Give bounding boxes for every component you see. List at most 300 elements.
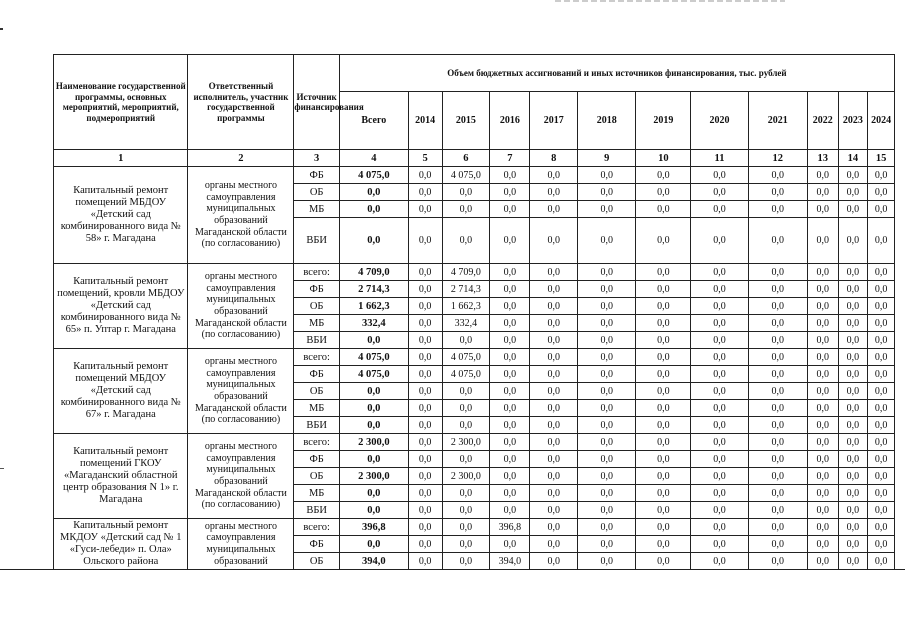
year-value: 2 300,0 [442,434,490,451]
table-body [54,167,895,570]
year-value: 0,0 [530,366,578,383]
year-value: 0,0 [530,349,578,366]
year-value: 0,0 [691,349,748,366]
year-value: 0,0 [636,502,691,519]
year-value: 0,0 [807,502,838,519]
year-value: 0,0 [530,400,578,417]
year-value: 0,0 [868,553,895,570]
year-value: 0,0 [636,332,691,349]
year-value: 0,0 [838,366,868,383]
year-value: 0,0 [530,281,578,298]
year-value: 0,0 [442,502,490,519]
year-value: 0,0 [490,485,530,502]
funding-source: МБ [294,485,340,502]
margin-tick [0,468,4,469]
year-value: 0,0 [868,366,895,383]
year-value: 0,0 [691,417,748,434]
year-value: 2 714,3 [442,281,490,298]
year-value: 0,0 [807,536,838,553]
table-row [54,167,895,184]
year-value: 0,0 [838,536,868,553]
year-value: 0,0 [442,485,490,502]
year-value: 0,0 [578,383,636,400]
year-value: 0,0 [838,502,868,519]
year-value: 0,0 [807,451,838,468]
year-value: 0,0 [807,332,838,349]
total-value: 4 075,0 [339,167,408,184]
year-value: 0,0 [578,485,636,502]
year-value: 0,0 [636,434,691,451]
year-value: 0,0 [807,184,838,201]
year-value: 0,0 [838,349,868,366]
funding-source: ВБИ [294,417,340,434]
column-number: 15 [868,150,895,167]
year-value: 0,0 [490,349,530,366]
year-value: 0,0 [408,434,442,451]
year-value: 0,0 [838,468,868,485]
year-value: 0,0 [578,553,636,570]
year-value: 0,0 [490,298,530,315]
year-value: 0,0 [442,417,490,434]
measure-name: Капитальный ремонт помещений МБДОУ «Детский сад комбинированного вида № 58» г. Магадана [54,167,188,264]
year-value: 0,0 [868,281,895,298]
total-value: 0,0 [339,417,408,434]
header-volume: Объем бюджетных ассигнований и иных источников финансирования, тыс. рублей [339,55,894,92]
year-value: 396,8 [490,519,530,536]
year-value: 0,0 [838,264,868,281]
year-value: 0,0 [748,417,807,434]
year-value: 0,0 [530,417,578,434]
year-value: 0,0 [530,519,578,536]
year-value: 0,0 [807,201,838,218]
year-value: 0,0 [490,332,530,349]
year-value: 0,0 [838,167,868,184]
total-value: 4 075,0 [339,366,408,383]
year-value: 0,0 [442,201,490,218]
year-value: 0,0 [578,264,636,281]
column-number-row [54,150,895,167]
year-value: 0,0 [408,315,442,332]
year-value: 0,0 [408,366,442,383]
header-year: 2019 [636,92,691,150]
year-value: 0,0 [838,400,868,417]
year-value: 0,0 [838,434,868,451]
column-number: 6 [442,150,490,167]
table-row [54,349,895,366]
year-value: 0,0 [578,502,636,519]
header-year: 2016 [490,92,530,150]
year-value: 0,0 [578,281,636,298]
year-value: 0,0 [868,434,895,451]
year-value: 0,0 [636,218,691,264]
header-source: Источник финансирования [294,55,340,150]
year-value: 4 075,0 [442,349,490,366]
funding-source: ФБ [294,167,340,184]
year-value: 0,0 [636,468,691,485]
year-value: 0,0 [530,201,578,218]
year-value: 0,0 [490,167,530,184]
year-value: 0,0 [691,167,748,184]
total-value: 0,0 [339,184,408,201]
year-value: 0,0 [807,366,838,383]
total-value: 396,8 [339,519,408,536]
year-value: 0,0 [578,519,636,536]
total-value: 0,0 [339,451,408,468]
funding-source: МБ [294,315,340,332]
year-value: 0,0 [442,383,490,400]
year-value: 0,0 [868,184,895,201]
header-year: 2017 [530,92,578,150]
header-year: 2021 [748,92,807,150]
year-value: 0,0 [691,553,748,570]
year-value: 0,0 [530,264,578,281]
year-value: 0,0 [442,553,490,570]
year-value: 0,0 [838,281,868,298]
measure-name: Капитальный ремонт помещений МБДОУ «Детский сад комбинированного вида № 67» г. Магадана [54,349,188,434]
header-year: 2022 [807,92,838,150]
year-value: 0,0 [636,264,691,281]
year-value: 0,0 [807,485,838,502]
year-value: 0,0 [408,519,442,536]
year-value: 0,0 [748,553,807,570]
funding-source: ОБ [294,184,340,201]
year-value: 0,0 [408,332,442,349]
year-value: 0,0 [578,400,636,417]
year-value: 0,0 [868,332,895,349]
year-value: 0,0 [691,383,748,400]
year-value: 0,0 [691,366,748,383]
table-row [54,519,895,536]
year-value: 0,0 [807,264,838,281]
funding-source: всего: [294,349,340,366]
year-value: 0,0 [838,298,868,315]
year-value: 0,0 [578,451,636,468]
year-value: 0,0 [442,451,490,468]
year-value: 0,0 [691,451,748,468]
year-value: 0,0 [748,434,807,451]
year-value: 0,0 [636,349,691,366]
year-value: 0,0 [807,468,838,485]
header-year: 2020 [691,92,748,150]
year-value: 0,0 [868,167,895,184]
measure-name: Капитальный ремонт помещений ГКОУ «Магаданский областной центр образования N 1» г. Магадана [54,434,188,519]
year-value: 0,0 [838,332,868,349]
year-value: 0,0 [691,519,748,536]
funding-source: ОБ [294,383,340,400]
total-value: 0,0 [339,400,408,417]
year-value: 0,0 [636,553,691,570]
table-row [54,264,895,281]
year-value: 0,0 [691,468,748,485]
year-value: 0,0 [530,218,578,264]
column-number: 3 [294,150,340,167]
year-value: 0,0 [530,502,578,519]
year-value: 0,0 [408,167,442,184]
year-value: 0,0 [578,434,636,451]
funding-source: ОБ [294,298,340,315]
year-value: 0,0 [868,502,895,519]
column-number: 14 [838,150,868,167]
year-value: 0,0 [578,366,636,383]
year-value: 4 075,0 [442,366,490,383]
year-value: 0,0 [748,315,807,332]
total-value: 0,0 [339,536,408,553]
header-total: Всего [339,92,408,150]
year-value: 0,0 [408,553,442,570]
year-value: 0,0 [868,536,895,553]
year-value: 0,0 [636,417,691,434]
year-value: 0,0 [868,468,895,485]
year-value: 0,0 [807,400,838,417]
year-value: 0,0 [807,218,838,264]
margin-mark [0,28,3,30]
budget-table [53,54,895,570]
year-value: 0,0 [490,218,530,264]
year-value: 0,0 [868,349,895,366]
column-number: 2 [188,150,294,167]
year-value: 0,0 [408,502,442,519]
year-value: 332,4 [442,315,490,332]
funding-source: ВБИ [294,218,340,264]
year-value: 0,0 [838,519,868,536]
year-value: 0,0 [838,417,868,434]
total-value: 0,0 [339,218,408,264]
year-value: 0,0 [442,332,490,349]
year-value: 0,0 [578,201,636,218]
table-row [54,434,895,451]
year-value: 0,0 [691,281,748,298]
funding-source: ОБ [294,553,340,570]
year-value: 0,0 [408,383,442,400]
responsible-executor: органы местного самоуправления муниципальных образований Магаданской области (по согласованию) [188,167,294,264]
year-value: 0,0 [748,218,807,264]
year-value: 0,0 [868,519,895,536]
year-value: 0,0 [807,167,838,184]
year-value: 0,0 [490,201,530,218]
year-value: 0,0 [442,218,490,264]
year-value: 0,0 [636,451,691,468]
year-value: 0,0 [691,332,748,349]
year-value: 0,0 [748,332,807,349]
total-value: 4 709,0 [339,264,408,281]
year-value: 0,0 [530,383,578,400]
year-value: 0,0 [868,264,895,281]
year-value: 0,0 [838,451,868,468]
year-value: 0,0 [408,281,442,298]
year-value: 0,0 [530,451,578,468]
year-value: 0,0 [408,264,442,281]
year-value: 0,0 [530,468,578,485]
year-value: 0,0 [408,485,442,502]
column-number: 13 [807,150,838,167]
year-value: 0,0 [748,264,807,281]
year-value: 0,0 [636,519,691,536]
total-value: 0,0 [339,332,408,349]
year-value: 0,0 [578,349,636,366]
funding-source: ОБ [294,468,340,485]
year-value: 0,0 [442,519,490,536]
year-value: 0,0 [838,315,868,332]
funding-source: всего: [294,434,340,451]
measure-name: Капитальный ремонт МКДОУ «Детский сад № 1 «Гуси-лебеди» п. Ола» Ольского района [54,519,188,570]
year-value: 0,0 [807,349,838,366]
year-value: 0,0 [530,298,578,315]
year-value: 4 709,0 [442,264,490,281]
year-value: 0,0 [578,468,636,485]
column-number: 8 [530,150,578,167]
year-value: 0,0 [868,298,895,315]
header-year: 2018 [578,92,636,150]
year-value: 0,0 [530,167,578,184]
year-value: 0,0 [578,184,636,201]
total-value: 0,0 [339,201,408,218]
year-value: 0,0 [691,184,748,201]
year-value: 0,0 [691,536,748,553]
year-value: 0,0 [636,184,691,201]
year-value: 0,0 [490,281,530,298]
header-name: Наименование государственной программы, основных мероприятий, мероприятий, подмероприятий [54,55,188,150]
table-header [54,55,895,167]
year-value: 0,0 [838,485,868,502]
year-value: 0,0 [748,298,807,315]
year-value: 0,0 [408,349,442,366]
header-responsible: Ответственный исполнитель, участник государственной программы [188,55,294,150]
year-value: 0,0 [691,485,748,502]
year-value: 0,0 [807,298,838,315]
year-value: 0,0 [530,536,578,553]
total-value: 332,4 [339,315,408,332]
year-value: 0,0 [490,434,530,451]
year-value: 0,0 [636,536,691,553]
year-value: 0,0 [691,201,748,218]
year-value: 0,0 [636,298,691,315]
year-value: 0,0 [530,485,578,502]
year-value: 0,0 [578,315,636,332]
year-value: 0,0 [748,349,807,366]
year-value: 0,0 [636,400,691,417]
column-number: 10 [636,150,691,167]
year-value: 0,0 [530,553,578,570]
year-value: 0,0 [807,434,838,451]
year-value: 0,0 [748,366,807,383]
year-value: 0,0 [408,451,442,468]
year-value: 0,0 [530,184,578,201]
total-value: 2 714,3 [339,281,408,298]
header-year: 2014 [408,92,442,150]
year-value: 0,0 [748,485,807,502]
year-value: 0,0 [530,332,578,349]
year-value: 0,0 [691,502,748,519]
year-value: 0,0 [408,201,442,218]
year-value: 0,0 [636,383,691,400]
funding-source: всего: [294,264,340,281]
page-cut-line [0,569,905,570]
year-value: 0,0 [748,536,807,553]
year-value: 0,0 [490,502,530,519]
year-value: 0,0 [868,451,895,468]
year-value: 0,0 [530,315,578,332]
year-value: 0,0 [490,264,530,281]
year-value: 0,0 [490,468,530,485]
year-value: 2 300,0 [442,468,490,485]
responsible-executor: органы местного самоуправления муниципальных образований [188,519,294,570]
year-value: 0,0 [868,383,895,400]
year-value: 0,0 [636,366,691,383]
year-value: 0,0 [868,417,895,434]
year-value: 0,0 [868,218,895,264]
funding-source: ФБ [294,366,340,383]
column-number: 11 [691,150,748,167]
year-value: 0,0 [691,400,748,417]
year-value: 0,0 [442,400,490,417]
column-number: 7 [490,150,530,167]
year-value: 0,0 [868,315,895,332]
year-value: 0,0 [691,315,748,332]
header-year: 2015 [442,92,490,150]
year-value: 0,0 [578,417,636,434]
year-value: 0,0 [838,201,868,218]
year-value: 0,0 [748,201,807,218]
column-number: 1 [54,150,188,167]
year-value: 0,0 [408,417,442,434]
year-value: 0,0 [408,298,442,315]
year-value: 0,0 [636,201,691,218]
year-value: 0,0 [408,400,442,417]
funding-source: ФБ [294,281,340,298]
year-value: 0,0 [838,184,868,201]
year-value: 0,0 [490,366,530,383]
year-value: 0,0 [530,434,578,451]
year-value: 0,0 [748,519,807,536]
year-value: 0,0 [636,485,691,502]
year-value: 1 662,3 [442,298,490,315]
year-value: 0,0 [748,167,807,184]
total-value: 0,0 [339,502,408,519]
year-value: 0,0 [578,536,636,553]
scan-artifact-line [555,0,785,2]
year-value: 0,0 [807,315,838,332]
year-value: 0,0 [691,434,748,451]
year-value: 0,0 [807,281,838,298]
year-value: 0,0 [691,298,748,315]
year-value: 0,0 [490,315,530,332]
year-value: 0,0 [807,553,838,570]
year-value: 0,0 [868,201,895,218]
funding-source: ВБИ [294,502,340,519]
year-value: 0,0 [838,218,868,264]
funding-source: МБ [294,400,340,417]
year-value: 0,0 [691,264,748,281]
funding-source: всего: [294,519,340,536]
year-value: 0,0 [636,281,691,298]
year-value: 0,0 [408,468,442,485]
year-value: 0,0 [408,218,442,264]
year-value: 0,0 [807,383,838,400]
funding-source: ФБ [294,451,340,468]
year-value: 0,0 [748,468,807,485]
responsible-executor: органы местного самоуправления муниципальных образований Магаданской области (по согласованию) [188,349,294,434]
year-value: 0,0 [490,451,530,468]
year-value: 0,0 [748,383,807,400]
year-value: 0,0 [408,184,442,201]
year-value: 0,0 [578,167,636,184]
column-number: 12 [748,150,807,167]
year-value: 0,0 [636,315,691,332]
year-value: 0,0 [490,417,530,434]
year-value: 0,0 [442,536,490,553]
column-number: 5 [408,150,442,167]
total-value: 4 075,0 [339,349,408,366]
